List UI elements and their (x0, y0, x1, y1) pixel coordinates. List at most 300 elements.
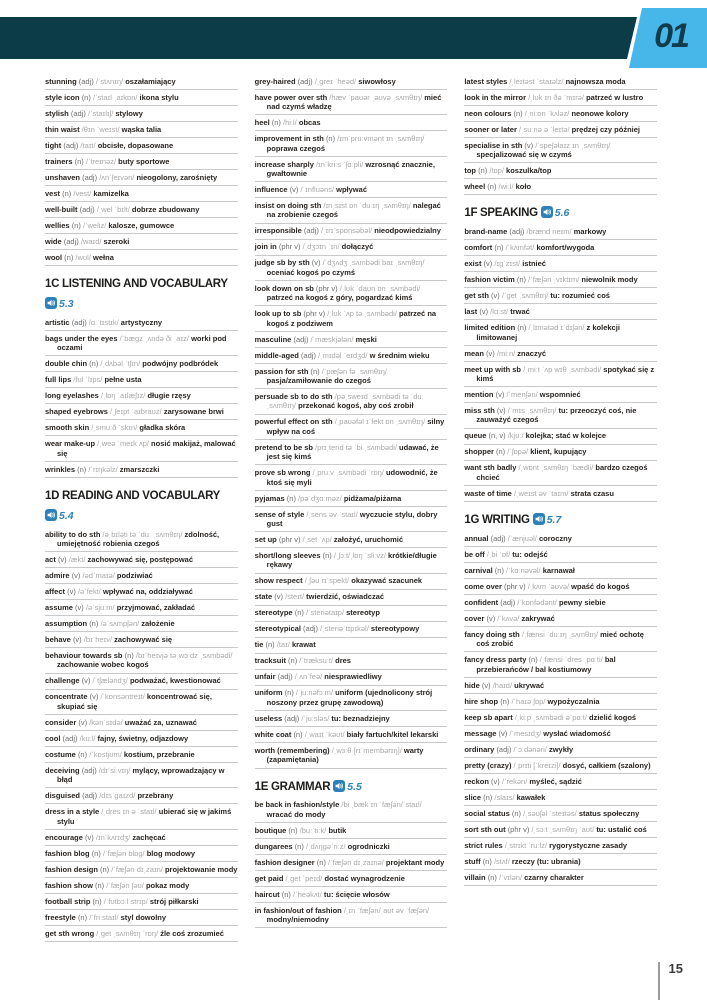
entry-phonetic: /ˌfænsi ˈduːɪŋ ˌsʌmθɪŋ/ (521, 629, 601, 639)
entry-translation: coroczny (538, 533, 572, 543)
entry-translation: zdolność, umiejętność robienia czegoś (57, 529, 220, 549)
entry-phonetic: /ˈmæskjələn/ (310, 334, 356, 344)
wordlist-entry (255, 871, 448, 887)
entry-translation: pewny siebie (558, 597, 606, 607)
entry-translation: pidżama/piżama (343, 493, 402, 503)
wordlist-entry (464, 531, 657, 547)
entry-headword: tracksuit (254, 656, 289, 666)
wordlist-entry (255, 606, 448, 622)
entry-headword: insist on doing sth (254, 201, 324, 211)
wordlist-entry (464, 256, 657, 272)
wordlist-entry (45, 910, 238, 926)
wordlist-entry (45, 878, 238, 894)
entry-headword: assumption (45, 619, 90, 629)
entry-phonetic: /ˌsteriəˈtɪpɪkəl/ (320, 624, 371, 634)
entry-phonetic: /ˈkɒstjʊm/ (89, 749, 124, 759)
entry-phonetic: /ˌsɔːt ˌsʌmθɪŋ ˈaʊt/ (531, 824, 597, 834)
entry-part-of-speech: (adj) (293, 334, 311, 344)
entry-part-of-speech: (adj) (303, 226, 321, 236)
entry-headword: cover (464, 613, 487, 623)
wordlist-entry (45, 138, 238, 154)
entry-phonetic: /ɪɡˈzɪst/ (494, 259, 523, 269)
entry-translation: kolejka; stać w kolejce (525, 431, 607, 441)
wordlist-entry (45, 356, 238, 372)
entry-part-of-speech: (n) (478, 166, 490, 176)
entry-translation: silny wpływ na coś (266, 417, 445, 436)
entry-translation: nosić makijaż, malować się (57, 439, 236, 458)
section-heading (45, 266, 238, 315)
entry-phonetic: /ˈkʌvə/ (497, 613, 522, 623)
wordlist-entry (255, 823, 448, 839)
entry-part-of-speech: (adj) (70, 108, 88, 118)
entry-phonetic: /miːn/ (496, 348, 518, 358)
entry-translation: oceniać kogoś po czymś (266, 267, 356, 277)
entry-headword: assume (45, 603, 76, 613)
wordlist-entry (464, 304, 657, 320)
entry-part-of-speech: (n) (528, 655, 540, 665)
entry-part-of-speech: (n) (483, 792, 495, 802)
entry-phonetic: /ˈweliz/ (82, 220, 109, 230)
entry-part-of-speech: (n) (100, 864, 112, 874)
footer-divider (658, 962, 660, 1000)
wordlist-entry (255, 491, 448, 507)
entry-translation: worki pod oczami (57, 333, 227, 353)
entry-phonetic: /ˌɡet ˈpeɪd/ (285, 873, 325, 883)
entry-phonetic: /ˌdʌbəl ˈtʃɪn/ (100, 359, 143, 369)
entry-translation: oszałamiający (125, 76, 176, 86)
entry-headword: wide (45, 236, 64, 246)
wordlist-column-middle (255, 74, 448, 950)
entry-part-of-speech: (phr v) (303, 309, 328, 319)
wordlist-entry (255, 711, 448, 727)
entry-headword: artistic (45, 317, 72, 327)
entry-phonetic: /ˈkɑːnəvəl/ (506, 565, 543, 575)
entry-translation: zachowywać się (114, 635, 173, 645)
entry-phonetic: /ˌkiːp ˌsʌmbədi əˈpɑːt/ (514, 712, 589, 722)
entry-part-of-speech: (n) (288, 825, 300, 835)
entry-translation: dołączyć (341, 242, 374, 252)
wordlist-entry (464, 806, 657, 822)
entry-part-of-speech: (phr v) (278, 242, 303, 252)
entry-headword: increase sharply (254, 159, 316, 169)
entry-part-of-speech: (adj) (63, 140, 81, 150)
entry-translation: zakrywać (521, 613, 555, 623)
entry-translation: podwójny podbródek (142, 359, 219, 369)
entry-headword: vest (45, 188, 63, 198)
wordlist-column-left (45, 74, 238, 950)
entry-phonetic: /bi ˌbæk ɪn ˈfæʃən/ˈstaɪl/ (341, 800, 422, 810)
entry-translation: biały fartuch/kitel lekarski (346, 729, 439, 739)
entry-phonetic: /ʌnˈʃeɪvən/ (99, 172, 137, 182)
wordlist-entry (45, 527, 238, 552)
entry-translation: niewolnik mody (581, 275, 638, 285)
entry-translation: wypożyczalnia (547, 696, 600, 706)
entry-headword: want sth badly (464, 463, 519, 473)
entry-part-of-speech: (adj) (284, 713, 302, 723)
entry-headword: come over (464, 581, 504, 591)
entry-translation: dres (335, 656, 351, 666)
entry-phonetic: /əˈsjuːm/ (85, 603, 117, 613)
entry-translation: patrzeć na kogoś z góry, pogardzać kimś (266, 293, 413, 303)
wordlist-entry (255, 90, 448, 115)
audio-track-number: 5.5 (347, 780, 362, 793)
entry-headword: be off (464, 549, 487, 559)
entry-headword: concentrate (45, 692, 90, 702)
entry-headword: powerful effect on sth (254, 417, 335, 427)
entry-headword: useless (254, 713, 285, 723)
entry-headword: pretty (crazy) (464, 760, 514, 770)
entry-headword: miss sth (464, 406, 497, 416)
entry-phonetic: /ˌweɪst əv ˈtaɪm/ (513, 488, 571, 498)
header-band (0, 17, 637, 59)
entry-translation: tu: przeoczyć coś, nie zauważyć czegoś (476, 406, 637, 425)
entry-phonetic: /ˈmesɪdʒ/ (509, 728, 544, 738)
entry-headword: show respect (254, 576, 305, 586)
entry-part-of-speech: (phr v) (503, 581, 528, 591)
entry-translation: dostać wynagrodzenie (324, 873, 405, 883)
entry-phonetic: /kjuː/ (507, 431, 526, 441)
entry-part-of-speech: (v) (72, 635, 84, 645)
entry-translation: podziwiać (116, 571, 153, 581)
wordlist-entry (45, 763, 238, 788)
entry-part-of-speech: (v) (85, 832, 96, 842)
entry-translation: zmarszczki (119, 464, 160, 474)
entry-headword: dress in a style (45, 807, 102, 817)
entry-phonetic: /ˈjuːnəfɔːm/ (295, 688, 336, 698)
entry-headword: influence (254, 185, 290, 195)
entry-phonetic: /əˈfekt/ (77, 587, 103, 597)
wordlist-entry (255, 590, 448, 606)
entry-part-of-speech: (adj) (490, 533, 508, 543)
wordlist-entry (464, 563, 657, 579)
entry-translation: mieć nad czymś władzę (266, 92, 442, 112)
entry-part-of-speech: (v) (491, 776, 502, 786)
entry-translation: niesprawiedliwy (324, 672, 382, 682)
entry-headword: consider (45, 717, 79, 727)
wordlist-entry (255, 348, 448, 364)
entry-headword: meet up with sb (464, 364, 524, 374)
entry-phonetic: /haɪd/ (492, 680, 515, 690)
wordlist-entry (45, 315, 238, 331)
entry-translation: obcas (298, 118, 321, 128)
entry-phonetic: /fʊl ˈlɪps/ (73, 375, 105, 385)
entry-translation: klient, kupujący (530, 447, 587, 457)
wordlist-entry (255, 574, 448, 590)
entry-phonetic: /vest/ (73, 188, 94, 198)
entry-part-of-speech: (v) (486, 348, 497, 358)
wordlist-entry (464, 595, 657, 611)
entry-translation: specjalizować się w czymś (476, 150, 572, 160)
wordlist-entry (45, 154, 238, 170)
entry-headword: tight (45, 140, 64, 150)
wordlist-entry (464, 240, 657, 256)
entry-phonetic: /ˌsuːnə ə ˈleɪtə/ (518, 124, 572, 134)
entry-headword: challenge (45, 676, 82, 686)
entry-part-of-speech: (v) (311, 258, 323, 268)
entry-phonetic: /ˌwel ˈbɪlt/ (96, 204, 132, 214)
entry-phonetic: /ˈbæɡz ˌʌndə ði ˌaɪz/ (119, 333, 192, 343)
entry-headword: full lips (45, 375, 74, 385)
entry-part-of-speech: (n) (64, 252, 76, 262)
entry-headword: fashion show (45, 880, 96, 890)
entry-translation: pasja/zamiłowanie do czegoś (266, 376, 371, 386)
entry-phonetic: /ˈstaɪlɪʃ/ (87, 108, 116, 118)
audio-speaker-icon (45, 297, 57, 309)
wordlist-entry (255, 670, 448, 686)
audio-speaker-icon (333, 780, 345, 792)
entry-headword: worth (remembering) (254, 745, 332, 755)
entry-part-of-speech: (n) (517, 323, 529, 333)
entry-headword: long eyelashes (45, 391, 101, 401)
entry-translation: wyczucie stylu, dobry gust (266, 509, 438, 529)
entry-headword: wear make-up (45, 439, 98, 449)
entry-phonetic: /ˌfænsi ˈdres ˌpɑːti/ (539, 655, 605, 665)
entry-headword: waste of time (464, 488, 514, 498)
entry-headword: stereotypical (254, 624, 304, 634)
entry-headword: wrinkles (45, 464, 78, 474)
wordlist-entry (45, 74, 238, 90)
entry-phonetic: /ˌwɒnt ˌsʌmθɪŋ ˈbædli/ (518, 463, 596, 473)
entry-headword: fashion design (45, 864, 101, 874)
entry-phonetic: /ˈkɒnsəntreɪt/ (100, 692, 147, 702)
entry-part-of-speech: (v) (67, 587, 78, 597)
entry-headword: tie (254, 640, 266, 650)
wordlist-entry (45, 926, 238, 942)
entry-translation: siwowłosy (358, 76, 396, 86)
entry-translation: wpływać (336, 185, 367, 195)
entry-phonetic: /ˈvɪlən/ (498, 872, 525, 882)
wordlist-entry (464, 742, 657, 758)
entry-phonetic: /ˌset ˈʌp/ (302, 535, 334, 545)
entry-phonetic: /ˈʃɒpə/ (507, 447, 531, 457)
entry-phonetic: /ˌɡet ˌsʌmθɪŋ ˈrɒŋ/ (96, 928, 161, 938)
entry-translation: markowy (573, 227, 607, 237)
wordlist-entry (45, 747, 238, 763)
entry-translation: zachęcać (132, 832, 166, 842)
entry-headword: pyjamas (254, 493, 287, 503)
entry-phonetic: /ˈmɪs ˌsʌmθɪŋ/ (507, 406, 559, 416)
entry-headword: bags under the eyes (45, 333, 120, 343)
entry-headword: limited edition (464, 323, 518, 333)
section-heading (255, 769, 448, 798)
entry-translation: uniform (ujednolicony strój noszony przez grupę zawodową) (266, 688, 433, 707)
wordlist-entry (464, 122, 657, 138)
entry-translation: stereotypowy (370, 624, 420, 634)
entry-part-of-speech: (n) (81, 92, 93, 102)
entry-headword: be back in fashion/style (254, 800, 342, 810)
entry-headword: prove sb wrong (254, 468, 313, 478)
entry-phonetic: /dɪsˈɡaɪzd/ (99, 791, 138, 801)
entry-phonetic: /buːˈtiːk/ (299, 825, 329, 835)
entry-translation: szeroki (103, 236, 130, 246)
entry-translation: ikona stylu (139, 92, 179, 102)
wordlist-entry (255, 855, 448, 871)
entry-translation: ubierać się w jakimś stylu (57, 807, 232, 826)
wordlist-entry (45, 250, 238, 266)
entry-headword: mention (464, 390, 496, 400)
audio-track-number: 5.3 (59, 298, 74, 310)
entry-headword: trainers (45, 156, 75, 166)
wordlist-entry (45, 600, 238, 616)
entry-part-of-speech: (adj) (62, 733, 80, 743)
entry-translation: przyjmować, zakładać (116, 603, 196, 613)
entry-translation: spotykać się z kimś (476, 364, 655, 384)
entry-phonetic: /lɑːst/ (490, 307, 511, 317)
wordlist-entry (45, 648, 238, 673)
entry-headword: sense of style (254, 509, 307, 519)
entry-translation: wąska talia (121, 124, 162, 134)
entry-translation: okazywać szacunek (351, 576, 423, 586)
entry-headword: specialise in sth (464, 140, 525, 150)
entry-translation: patrzeć w lustro (586, 92, 644, 102)
entry-part-of-speech: (phr v) (507, 824, 532, 834)
entry-translation: zwykły (548, 744, 574, 754)
entry-headword: wheel (464, 182, 488, 192)
entry-translation: butik (328, 825, 347, 835)
entry-headword: heel (254, 118, 272, 128)
wordlist-entry (45, 372, 238, 388)
entry-translation: przekonać kogoś, aby coś zrobił (298, 401, 414, 411)
entry-phonetic: /ˈfriːstaɪl/ (89, 912, 121, 922)
entry-headword: look in the mirror (464, 92, 529, 102)
entry-translation: wełna (93, 252, 114, 262)
entry-translation: dobrze zbudowany (131, 204, 200, 214)
entry-phonetic: /ˈmenʃən/ (506, 390, 540, 400)
entry-part-of-speech: (adj) (82, 172, 100, 182)
entry-phonetic: /wʊl/ (75, 252, 94, 262)
entry-headword: villain (464, 872, 488, 882)
entry-phonetic: /ˌmɪdəl ˈeɪdʒd/ (318, 350, 370, 360)
entry-headword: unfair (254, 672, 278, 682)
wordlist-entry (464, 678, 657, 694)
entry-headword: fancy dress party (464, 655, 529, 665)
entry-headword: haircut (254, 889, 282, 899)
entry-translation: wpaść do kogoś (571, 581, 630, 591)
entry-phonetic: /ækt/ (68, 555, 88, 565)
entry-part-of-speech: (phr v) (315, 283, 340, 293)
wordlist-entry (255, 839, 448, 855)
wordlist-entry (255, 389, 448, 414)
entry-translation: krótkie/długie rękawy (266, 551, 437, 570)
wordlist-entry (255, 182, 448, 198)
entry-part-of-speech: (n) (316, 857, 329, 867)
wordlist-entry (255, 256, 448, 281)
entry-part-of-speech: (adj) (82, 791, 100, 801)
wordlist-entry (45, 331, 238, 356)
entry-headword: fashion designer (254, 857, 317, 867)
entry-headword: strict rules (464, 840, 505, 850)
entry-part-of-speech: (n) (513, 108, 525, 118)
entry-part-of-speech: (n) (487, 872, 499, 882)
entry-headword: exist (464, 259, 484, 269)
entry-translation: prędzej czy później (571, 124, 641, 134)
entry-phonetic: /ɑːˈtɪstɪk/ (88, 317, 121, 327)
entry-headword: mean (464, 348, 487, 358)
wordlist-entry (45, 862, 238, 878)
entry-phonetic: /ədˈmaɪə/ (82, 571, 117, 581)
wordlist-entry (45, 186, 238, 202)
entry-translation: wpływać na, oddziaływać (102, 587, 193, 597)
wordlist-entry (255, 198, 448, 223)
entry-part-of-speech: (v) (479, 307, 491, 317)
section-heading-label: 1G WRITING (464, 514, 530, 527)
entry-translation: warty (zapamiętania) (266, 745, 424, 765)
entry-headword: fashion blog (45, 848, 92, 858)
entry-translation: podważać, kwestionować (129, 676, 221, 686)
entry-phonetic: /əˌbɪləti tə ˈduː ˌsʌmθɪŋ/ (102, 529, 185, 539)
wordlist-entry (255, 638, 448, 654)
entry-part-of-speech: (v) (481, 680, 493, 690)
audio-track-number: 5.7 (546, 514, 562, 527)
entry-part-of-speech: (n) (310, 366, 322, 376)
entry-part-of-speech: (n) (265, 640, 277, 650)
entry-headword: stereotype (254, 608, 295, 618)
entry-headword: get sth wrong (45, 928, 97, 938)
entry-part-of-speech: (n) (487, 182, 499, 192)
wordlist-entry (464, 272, 657, 288)
entry-translation: fajny, świetny, odjazdowy (97, 733, 189, 743)
entry-headword: hire shop (464, 696, 501, 706)
wordlist-entry (45, 202, 238, 218)
entry-part-of-speech: (n) (494, 243, 506, 253)
entry-phonetic: /ˈdʒʌdʒ ˌsʌmbədi baɪ ˌsʌmθɪŋ/ (322, 258, 425, 268)
page-number: 15 (668, 961, 683, 976)
entry-phonetic: /ˌdʒɔɪn ˈɪn/ (302, 242, 342, 252)
entry-phonetic: /ˌlɪmətəd ɪˈdɪʃən/ (528, 323, 587, 333)
wordlist-entry (45, 616, 238, 632)
entry-phonetic: /taɪ/ (276, 640, 292, 650)
entry-translation: uważać za, uznawać (124, 717, 197, 727)
entry-phonetic: /pəˌsweɪd ˌsʌmbədi tə ˈduː ˌsʌmθɪŋ/ (266, 392, 424, 411)
entry-phonetic: /ˌlɒŋ ˈaɪlæʃɪz/ (100, 391, 148, 401)
entry-translation: nieodpowiedzialny (374, 226, 441, 236)
entry-phonetic: /ˌsens əv ˈstaɪl/ (306, 509, 360, 519)
entry-headword: dungarees (254, 841, 295, 851)
entry-translation: koncentrować się, skupiać się (57, 692, 212, 711)
entry-headword: affect (45, 587, 68, 597)
entry-phonetic: /ˌstrɪkt ˈruːlz/ (504, 840, 550, 850)
entry-translation: tu: ścięcie włosów (323, 889, 390, 899)
entry-translation: znaczyć (517, 348, 547, 358)
wordlist-entry (464, 74, 657, 90)
entry-part-of-speech: (v) (491, 291, 502, 301)
entry-part-of-speech: (n, v) (488, 431, 508, 441)
wordlist-entry (255, 332, 448, 348)
entry-part-of-speech: (n) (95, 880, 107, 890)
entry-headword: message (464, 728, 499, 738)
entry-headword: stylish (45, 108, 71, 118)
entry-part-of-speech: (n) (294, 841, 306, 851)
entry-part-of-speech: (n) (293, 729, 305, 739)
entry-phonetic: /ˌsmuːð ˈskɪn/ (91, 423, 140, 433)
wordlist-entry (464, 429, 657, 445)
entry-part-of-speech: (n) (284, 688, 296, 698)
entry-headword: judge sb by sth (254, 258, 312, 268)
wordlist-entry (45, 90, 238, 106)
entry-translation: buty sportowe (118, 156, 170, 166)
entry-part-of-speech: (v) (495, 390, 507, 400)
entry-phonetic: /ˌɪn ˈfæʃən/ˌaʊt əv ˈfæʃən/ (343, 905, 430, 915)
entry-headword: well-built (45, 204, 80, 214)
entry-part-of-speech: (n) (124, 651, 136, 661)
entry-headword: get sth (464, 291, 492, 301)
entry-phonetic: /ˈtreɪnəz/ (85, 156, 119, 166)
wordlist-entry (255, 727, 448, 743)
entry-phonetic: /kuːl/ (79, 733, 98, 743)
wordlist-entry (464, 652, 657, 677)
wordlist-entry (255, 654, 448, 670)
entry-phonetic: /ˈɔːdənəri/ (513, 744, 549, 754)
